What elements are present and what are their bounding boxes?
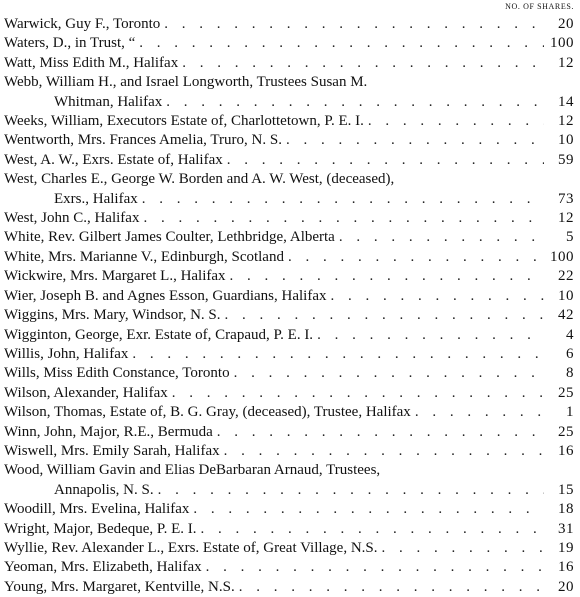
shares-column-header: NO. OF SHARES. (505, 2, 574, 11)
dot-leader (235, 578, 544, 597)
shareholder-name: Wigginton, George, Exr. Estate of, Crapaud, P. E. I. (4, 326, 314, 343)
dot-leader (202, 558, 544, 577)
dot-leader (139, 209, 544, 228)
shareholder-row (4, 112, 574, 131)
shareholder-name: Warwick, Guy F., Toronto (4, 16, 161, 32)
shareholder-name-line: West, Charles E., George W. Borden and A. W. West, (deceased), (4, 171, 395, 188)
shareholder-name: White, Mrs. Marianne V., Edinburgh, Scotland (4, 248, 284, 265)
shareholder-row (4, 558, 574, 577)
shareholder-entry (4, 267, 574, 286)
dot-leader (128, 345, 544, 364)
shareholder-row (4, 384, 574, 403)
dot-leader (197, 520, 544, 539)
dot-leader (154, 481, 544, 500)
share-count: 42 (558, 307, 574, 324)
shareholder-row (4, 481, 574, 500)
shareholder-entry (4, 326, 574, 345)
shareholder-row (4, 403, 574, 422)
shareholder-row (4, 423, 574, 442)
shareholder-row (4, 364, 574, 383)
shareholder-name: Young, Mrs. Margaret, Kentville, N.S. (4, 578, 235, 595)
shareholder-row (4, 209, 574, 228)
shareholder-row (4, 306, 574, 325)
dot-leader (411, 403, 544, 422)
shareholder-name: Watt, Miss Edith M., Halifax (4, 54, 179, 71)
shareholder-name: Wiggins, Mrs. Mary, Windsor, N. S. (4, 307, 221, 324)
shareholder-name: Wyllie, Rev. Alexander L., Exrs. Estate of, Great Village, N.S. (4, 539, 378, 556)
shareholder-name: Wilson, Alexander, Halifax (4, 384, 168, 401)
shareholder-name-line: Webb, William H., and Israel Longworth, Trustees Susan M. (4, 74, 368, 91)
shareholder-row (4, 228, 574, 247)
shareholder-row (4, 442, 574, 461)
shareholder-name: Wickwire, Mrs. Margaret L., Halifax (4, 268, 226, 285)
dot-leader (221, 306, 544, 325)
dot-leader (168, 384, 544, 403)
dot-leader (327, 287, 545, 306)
dot-leader (378, 539, 544, 558)
share-count: 16 (558, 442, 574, 459)
dot-leader (364, 112, 544, 131)
shareholder-name: Wright, Major, Bedeque, P. E. I. (4, 520, 197, 537)
dot-leader (138, 190, 544, 209)
share-count: 1 (566, 404, 574, 421)
shareholder-name: Weeks, William, Executors Estate of, Charlottetown, P. E. I. (4, 113, 364, 130)
share-count: 15 (558, 481, 574, 498)
shareholder-row (4, 267, 574, 286)
share-count: 73 (558, 190, 574, 207)
shareholder-name: Wentworth, Mrs. Frances Amelia, Truro, N. S. (4, 132, 282, 149)
dot-leader (178, 54, 544, 73)
shareholder-row (4, 539, 574, 558)
share-count: 19 (558, 539, 574, 556)
shareholder-name: Waters, D., in Trust, “ (4, 35, 136, 52)
dot-leader (189, 500, 544, 519)
shareholder-entry (4, 15, 574, 34)
dot-leader (220, 442, 544, 461)
shareholder-name: Willis, John, Halifax (4, 345, 129, 362)
shareholder-entry (4, 520, 574, 539)
shareholder-name-line: Wood, William Gavin and Elias DeBarbaran Arnaud, Trustees, (4, 462, 381, 479)
shareholder-name: White, Rev. Gilbert James Coulter, Lethbridge, Alberta (4, 229, 335, 246)
dot-leader (213, 423, 544, 442)
shareholder-entry (4, 248, 574, 267)
shareholder-row (4, 500, 574, 519)
shareholder-name: Whitman, Halifax (54, 93, 163, 110)
share-count: 16 (558, 559, 574, 576)
share-count: 12 (558, 210, 574, 227)
shareholder-entry (4, 112, 574, 131)
share-count: 22 (558, 268, 574, 285)
shareholder-entry (4, 228, 574, 247)
shareholder-row (4, 34, 574, 53)
shareholder-entry (4, 345, 574, 364)
share-count: 6 (566, 345, 574, 362)
shareholder-entry (4, 461, 574, 500)
shareholder-entry (4, 287, 574, 306)
shareholder-entry (4, 306, 574, 325)
shareholder-name: Wier, Joseph B. and Agnes Esson, Guardians, Halifax (4, 287, 327, 304)
shareholder-entry (4, 442, 574, 461)
dot-leader (135, 34, 544, 53)
shareholder-entry (4, 170, 574, 209)
shareholder-row (4, 190, 574, 209)
shareholder-name: Wilson, Thomas, Estate of, B. G. Gray, (deceased), Trustee, Halifax (4, 404, 411, 421)
share-count: 18 (558, 501, 574, 518)
shareholder-list (4, 15, 574, 597)
shareholder-entry (4, 73, 574, 112)
share-count: 20 (558, 16, 574, 32)
shareholder-row (4, 345, 574, 364)
shareholder-entry (4, 403, 574, 422)
shareholder-entry (4, 500, 574, 519)
shareholder-row (4, 93, 574, 112)
share-count: 5 (566, 229, 574, 246)
shareholder-entry (4, 54, 574, 73)
shareholder-row (4, 151, 574, 170)
share-count: 14 (558, 93, 574, 110)
shareholder-entry (4, 364, 574, 383)
shareholder-entry (4, 209, 574, 228)
dot-leader (160, 15, 544, 34)
shareholder-name: Wiswell, Mrs. Emily Sarah, Halifax (4, 442, 220, 459)
share-count: 10 (558, 287, 574, 304)
dot-leader (230, 364, 544, 383)
dot-leader (335, 228, 544, 247)
share-count: 100 (550, 248, 574, 265)
shareholder-name: Winn, John, Major, R.E., Bermuda (4, 423, 213, 440)
share-count: 12 (558, 113, 574, 130)
shareholder-name: West, A. W., Exrs. Estate of, Halifax (4, 151, 223, 168)
shareholder-name: West, John C., Halifax (4, 210, 140, 227)
share-count: 8 (566, 365, 574, 382)
dot-leader (313, 326, 544, 345)
shareholder-name: Annapolis, N. S. (54, 481, 154, 498)
dot-leader (284, 248, 544, 267)
shareholder-entry (4, 423, 574, 442)
share-count: 59 (558, 151, 574, 168)
dot-leader (282, 131, 544, 150)
shareholder-row (4, 15, 574, 34)
shareholder-row (4, 520, 574, 539)
shareholder-entry (4, 34, 574, 53)
shareholder-name: Yeoman, Mrs. Elizabeth, Halifax (4, 559, 202, 576)
share-count: 100 (550, 35, 574, 52)
share-count: 25 (558, 384, 574, 401)
shareholder-row (4, 54, 574, 73)
shareholder-row (4, 578, 574, 597)
shareholder-row (4, 248, 574, 267)
shareholder-entry (4, 578, 574, 597)
share-count: 31 (558, 520, 574, 537)
share-count: 10 (558, 132, 574, 149)
shareholder-name: Woodill, Mrs. Evelina, Halifax (4, 501, 190, 518)
share-count: 25 (558, 423, 574, 440)
shareholder-row (4, 131, 574, 150)
shareholder-row (4, 326, 574, 345)
shareholder-name: Exrs., Halifax (54, 190, 138, 207)
dot-leader (162, 93, 544, 112)
dot-leader (223, 151, 544, 170)
share-count: 12 (558, 54, 574, 71)
shareholder-row (4, 287, 574, 306)
shareholder-entry (4, 151, 574, 170)
shareholder-entry (4, 558, 574, 577)
dot-leader (226, 267, 544, 286)
share-count: 20 (558, 578, 574, 595)
share-count: 4 (566, 326, 574, 343)
shareholder-entry (4, 384, 574, 403)
shareholder-entry (4, 131, 574, 150)
shareholder-entry (4, 539, 574, 558)
shareholder-name: Wills, Miss Edith Constance, Toronto (4, 365, 230, 382)
